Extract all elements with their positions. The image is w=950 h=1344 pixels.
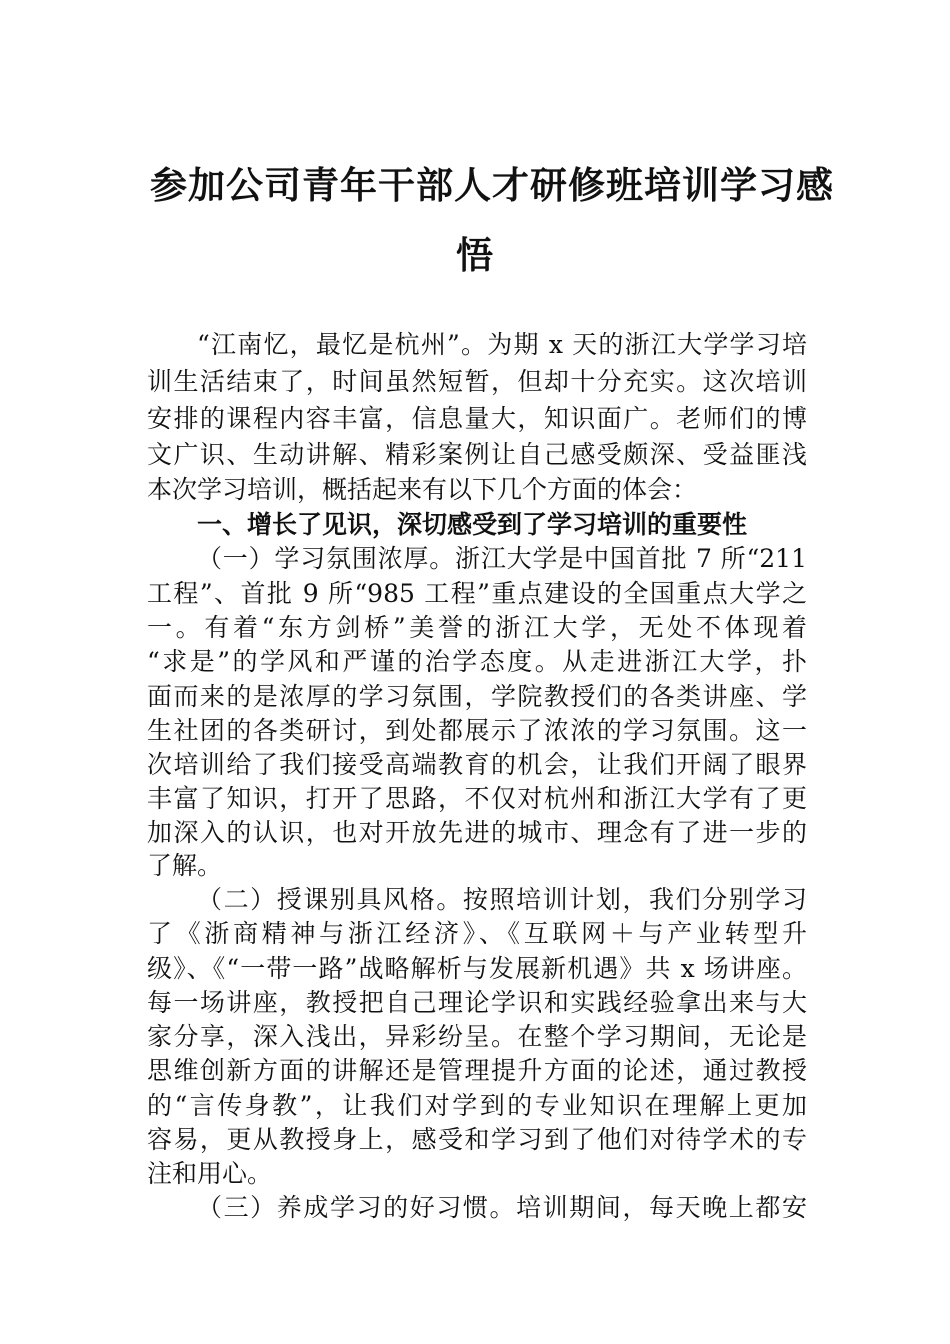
body-line: 安排的课程内容丰富，信息量大，知识面广。老师们的博: [147, 404, 807, 433]
body-line: 级》、《“一带一路”战略解析与发展新机遇》共 x 场讲座。: [147, 954, 807, 983]
body-line: 次培训给了我们接受高端教育的机会，让我们开阔了眼界: [147, 750, 807, 779]
body-line: 了解。: [147, 851, 223, 880]
body-line: 容易，更从教授身上，感受和学习到了他们对待学术的专: [147, 1125, 807, 1154]
body-line: 一。有着“东方剑桥”美誉的浙江大学，无处不体现着: [147, 613, 807, 642]
body-line: （二）授课别具风格。按照培训计划，我们分别学习: [197, 885, 807, 914]
body-line: 了《浙商精神与浙江经济》、《互联网＋与产业转型升: [147, 919, 807, 948]
section-heading: 一、增长了见识，深切感受到了学习培训的重要性: [197, 510, 748, 539]
document-title-line-1: 参加公司青年干部人才研修班培训学习感: [150, 163, 834, 207]
body-line: 每一场讲座，教授把自己理论学识和实践经验拿出来与大: [147, 988, 807, 1017]
body-line: 面而来的是浓厚的学习氛围，学院教授们的各类讲座、学: [147, 682, 807, 711]
body-line: 加深入的认识，也对开放先进的城市、理念有了进一步的: [147, 818, 807, 847]
document-title-line-2: 悟: [456, 233, 494, 277]
body-line: 文广识、生动讲解、精彩案例让自己感受颇深、受益匪浅: [147, 440, 807, 469]
body-line: （一）学习氛围浓厚。浙江大学是中国首批 7 所“211: [197, 544, 807, 573]
body-line: 注和用心。: [147, 1159, 273, 1188]
body-line: 的“言传身教”，让我们对学到的专业知识在理解上更加: [147, 1091, 807, 1120]
body-line: （三）养成学习的好习惯。培训期间，每天晚上都安: [197, 1193, 807, 1222]
body-line: 生社团的各类研讨，到处都展示了浓浓的学习氛围。这一: [147, 716, 807, 745]
body-line: 丰富了知识，打开了思路，不仅对杭州和浙江大学有了更: [147, 784, 807, 813]
body-line: 家分享，深入浅出，异彩纷呈。在整个学习期间，无论是: [147, 1022, 807, 1051]
body-line: 训生活结束了，时间虽然短暂，但却十分充实。这次培训: [147, 367, 807, 396]
body-line: 工程”、首批 9 所“985 工程”重点建设的全国重点大学之: [147, 579, 807, 608]
body-line: “江南忆，最忆是杭州”。为期 x 天的浙江大学学习培: [197, 330, 807, 359]
body-line: “求是”的学风和严谨的治学态度。从走进浙江大学，扑: [147, 647, 807, 676]
body-line: 本次学习培训，概括起来有以下几个方面的体会：: [147, 475, 698, 504]
body-line: 思维创新方面的讲解还是管理提升方面的论述，通过教授: [147, 1056, 807, 1085]
